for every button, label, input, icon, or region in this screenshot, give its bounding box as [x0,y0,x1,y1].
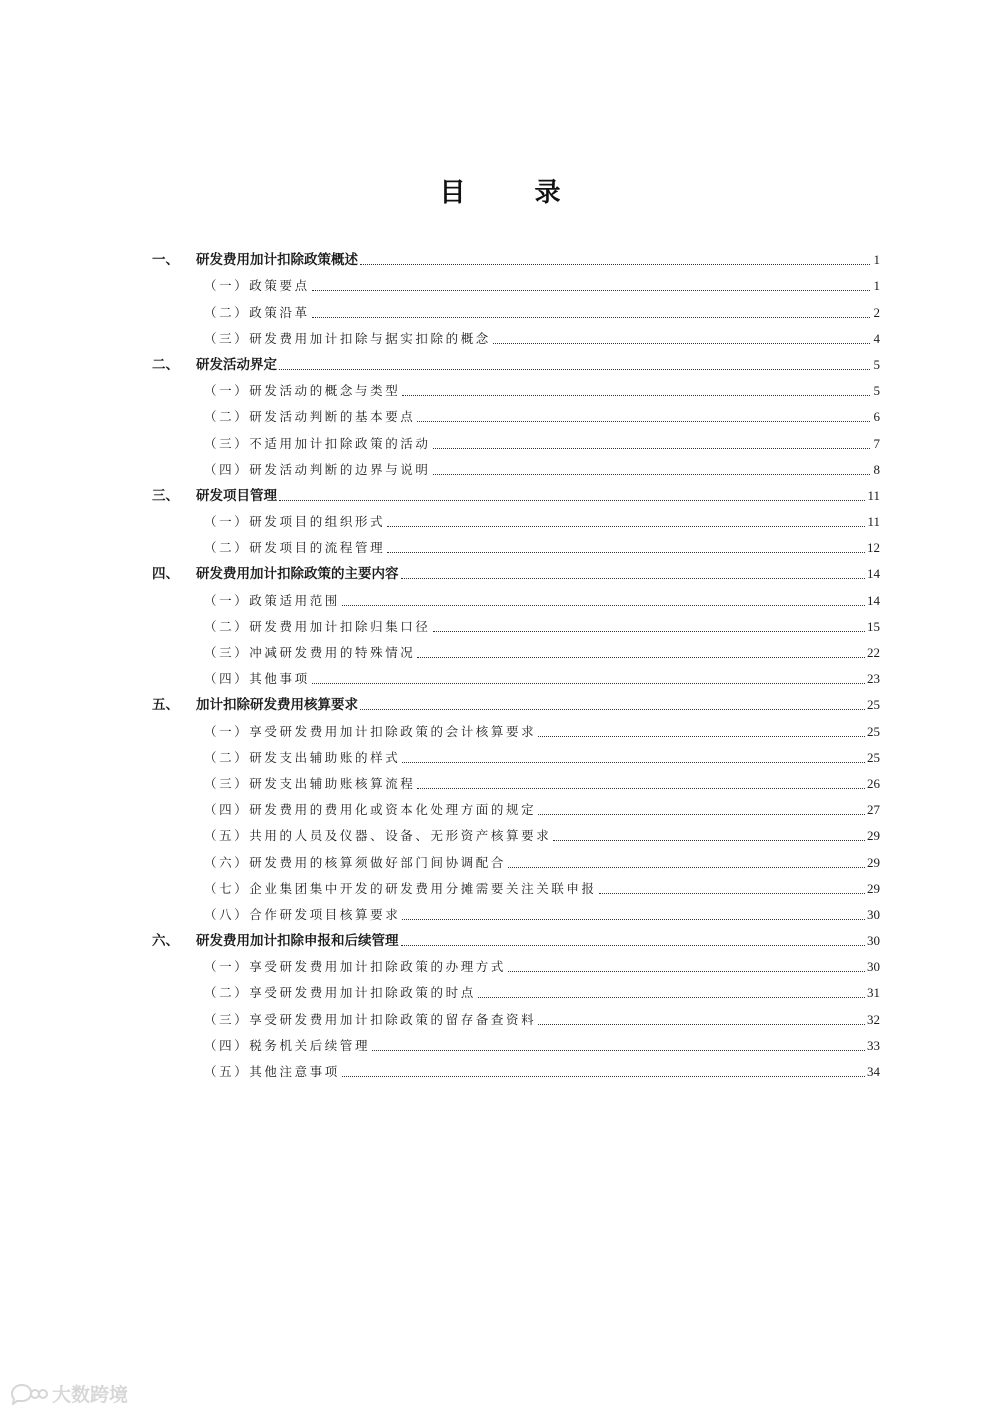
dot-leader [433,447,870,449]
toc-page-number: 29 [867,880,880,896]
dot-leader [478,996,865,998]
dot-leader [599,892,865,894]
dot-leader [538,1023,865,1025]
dot-leader [360,263,870,265]
dot-leader [401,577,866,579]
toc-page-number: 30 [867,906,880,922]
toc-subsection-row[interactable] [152,717,880,743]
dot-leader [538,735,865,737]
dot-leader [342,1075,865,1077]
toc-entry-label: （二）研发项目的流程管理 [204,540,386,556]
dot-leader [312,316,870,318]
toc-entry-label: 加计扣除研发费用核算要求 [196,697,358,714]
toc-page-number: 6 [873,409,880,425]
dot-leader [401,944,866,946]
toc-page-number: 7 [873,435,880,451]
dot-leader [417,656,865,658]
toc-subsection-row[interactable] [152,848,880,874]
dot-leader [279,368,870,370]
toc-entry-label: 研发费用加计扣除政策概述 [196,252,358,269]
dot-leader [279,499,865,501]
toc-subsection-row[interactable] [152,875,880,901]
toc-entry-label: （三）研发费用加计扣除与据实扣除的概念 [204,330,491,346]
toc-entry-label: （二）研发活动判断的基本要点 [204,409,416,425]
toc-entry-label: （七）企业集团集中开发的研发费用分摊需要关注关联申报 [204,880,597,896]
toc-entry-label: （二）享受研发费用加计扣除政策的时点 [204,985,476,1001]
toc-subsection-row[interactable] [152,272,880,298]
toc-entry-label: （三）不适用加计扣除政策的活动 [204,435,431,451]
watermark [8,1380,128,1407]
dot-leader [538,813,865,815]
toc-entry-label: （二）政策沿革 [204,304,310,320]
toc-page-number: 8 [873,461,880,477]
toc-subsection-row[interactable] [152,901,880,927]
dot-leader [417,420,870,422]
toc-subsection-row[interactable] [152,403,880,429]
toc-subsection-row[interactable] [152,1032,880,1058]
toc-section-number: 六、 [152,933,179,950]
toc-entry-label: （五）其他注意事项 [204,1064,340,1079]
toc-page-number: 34 [867,1064,880,1079]
toc-page-number: 5 [873,356,880,372]
toc-subsection-row[interactable] [152,298,880,324]
toc-section-number: 五、 [152,697,179,714]
toc-entry-label: （四）税务机关后续管理 [204,1037,371,1053]
toc-page-number: 26 [867,775,880,791]
toc-entry-label: （四）研发费用的费用化或资本化处理方面的规定 [204,802,537,818]
dot-leader [312,682,865,684]
toc-entry-label: 研发项目管理 [196,487,277,504]
toc-page-number: 4 [873,330,880,346]
toc-page-number: 32 [867,1011,880,1027]
dot-leader [387,551,865,553]
toc-subsection-row[interactable] [152,325,880,351]
toc-page-number: 25 [867,723,880,739]
toc-page-number: 12 [867,540,880,556]
dot-leader [402,761,865,763]
toc-subsection-row[interactable] [152,796,880,822]
toc-section-row[interactable] [152,691,880,717]
toc-page-number: 31 [867,985,880,1001]
toc-subsection-row[interactable] [152,508,880,534]
toc-entry-label: （二）研发支出辅助账的样式 [204,749,401,765]
toc-page-number: 11 [867,487,880,503]
toc-subsection-row[interactable] [152,534,880,560]
toc-section-number: 二、 [152,356,179,373]
toc-entry-label: （三）享受研发费用加计扣除政策的留存备查资料 [204,1011,537,1027]
toc-subsection-row[interactable] [152,953,880,979]
toc-entry-label: （一）政策要点 [204,278,310,294]
dot-leader [493,342,870,344]
toc-page-number: 25 [867,749,880,765]
toc-section-number: 一、 [152,252,179,269]
toc-entry-label: 研发活动界定 [196,356,277,373]
dot-leader [342,604,865,606]
dot-leader [433,630,865,632]
toc-entry-label: （五）共用的人员及仪器、设备、无形资产核算要求 [204,828,552,844]
toc-entry-label: （二）研发费用加计扣除归集口径 [204,618,431,634]
toc-subsection-row[interactable] [152,979,880,1005]
toc-subsection-row[interactable] [152,613,880,639]
dot-leader [417,787,865,789]
toc-page-number: 2 [873,304,880,320]
chat-bubble-icon [8,1383,48,1405]
toc-entry-label: （三）冲减研发费用的特殊情况 [204,645,416,660]
toc-page-number: 30 [867,959,880,975]
toc-subsection-row[interactable] [152,1058,880,1084]
toc-subsection-row[interactable] [152,744,880,770]
toc-entry-label: 研发费用加计扣除申报和后续管理 [196,933,399,950]
toc-subsection-row[interactable] [152,770,880,796]
table-of-contents [152,246,880,1084]
toc-entry-label: （一）享受研发费用加计扣除政策的办理方式 [204,959,507,975]
toc-page-number: 29 [867,854,880,870]
toc-entry-label: 研发费用加计扣除政策的主要内容 [196,566,399,583]
toc-entry-label: （六）研发费用的核算须做好部门间协调配合 [204,854,507,870]
toc-page-number: 1 [873,252,880,268]
toc-section-row[interactable] [152,246,880,272]
dot-leader [360,708,865,710]
toc-page-number: 14 [867,592,880,608]
toc-page-number: 27 [867,802,880,818]
dot-leader [508,970,865,972]
toc-page-number: 15 [867,618,880,634]
toc-subsection-row[interactable] [152,456,880,482]
toc-subsection-row[interactable] [152,1005,880,1031]
toc-entry-label: （一）政策适用范围 [204,592,340,608]
toc-page-number: 22 [867,645,880,660]
toc-entry-label: （一）研发项目的组织形式 [204,514,386,530]
watermark-text: 大数跨境 [52,1384,129,1406]
dot-leader [433,473,870,475]
toc-section-number: 四、 [152,566,179,583]
toc-page-number: 1 [873,278,880,294]
toc-subsection-row[interactable] [152,377,880,403]
toc-page-number: 5 [873,383,880,399]
toc-entry-label: （八）合作研发项目核算要求 [204,906,401,922]
toc-page-number: 23 [867,671,880,687]
toc-page-number: 11 [867,514,880,530]
toc-subsection-row[interactable] [152,822,880,848]
toc-entry-label: （一）研发活动的概念与类型 [204,383,401,399]
toc-subsection-row[interactable] [152,586,880,612]
toc-page-number: 14 [867,566,880,582]
toc-section-row[interactable] [152,482,880,508]
dot-leader [553,839,865,841]
page-title: 目 录 [439,178,591,208]
toc-subsection-row[interactable] [152,639,880,665]
dot-leader [372,1049,865,1051]
toc-entry-label: （三）研发支出辅助账核算流程 [204,775,416,791]
toc-section-row[interactable] [152,927,880,953]
toc-entry-label: （四）其他事项 [204,671,310,687]
dot-leader [387,525,865,527]
toc-section-number: 三、 [152,487,179,504]
dot-leader [402,918,865,920]
dot-leader [312,289,870,291]
toc-section-row[interactable] [152,351,880,377]
toc-page-number: 33 [867,1037,880,1053]
toc-subsection-row[interactable] [152,429,880,455]
toc-page-number: 25 [867,697,880,713]
toc-section-row[interactable] [152,560,880,586]
dot-leader [402,394,870,396]
toc-page-number: 30 [867,933,880,949]
toc-entry-label: （一）享受研发费用加计扣除政策的会计核算要求 [204,723,537,739]
toc-entry-label: （四）研发活动判断的边界与说明 [204,461,431,477]
toc-subsection-row[interactable] [152,665,880,691]
toc-page-number: 29 [867,828,880,844]
dot-leader [508,866,865,868]
